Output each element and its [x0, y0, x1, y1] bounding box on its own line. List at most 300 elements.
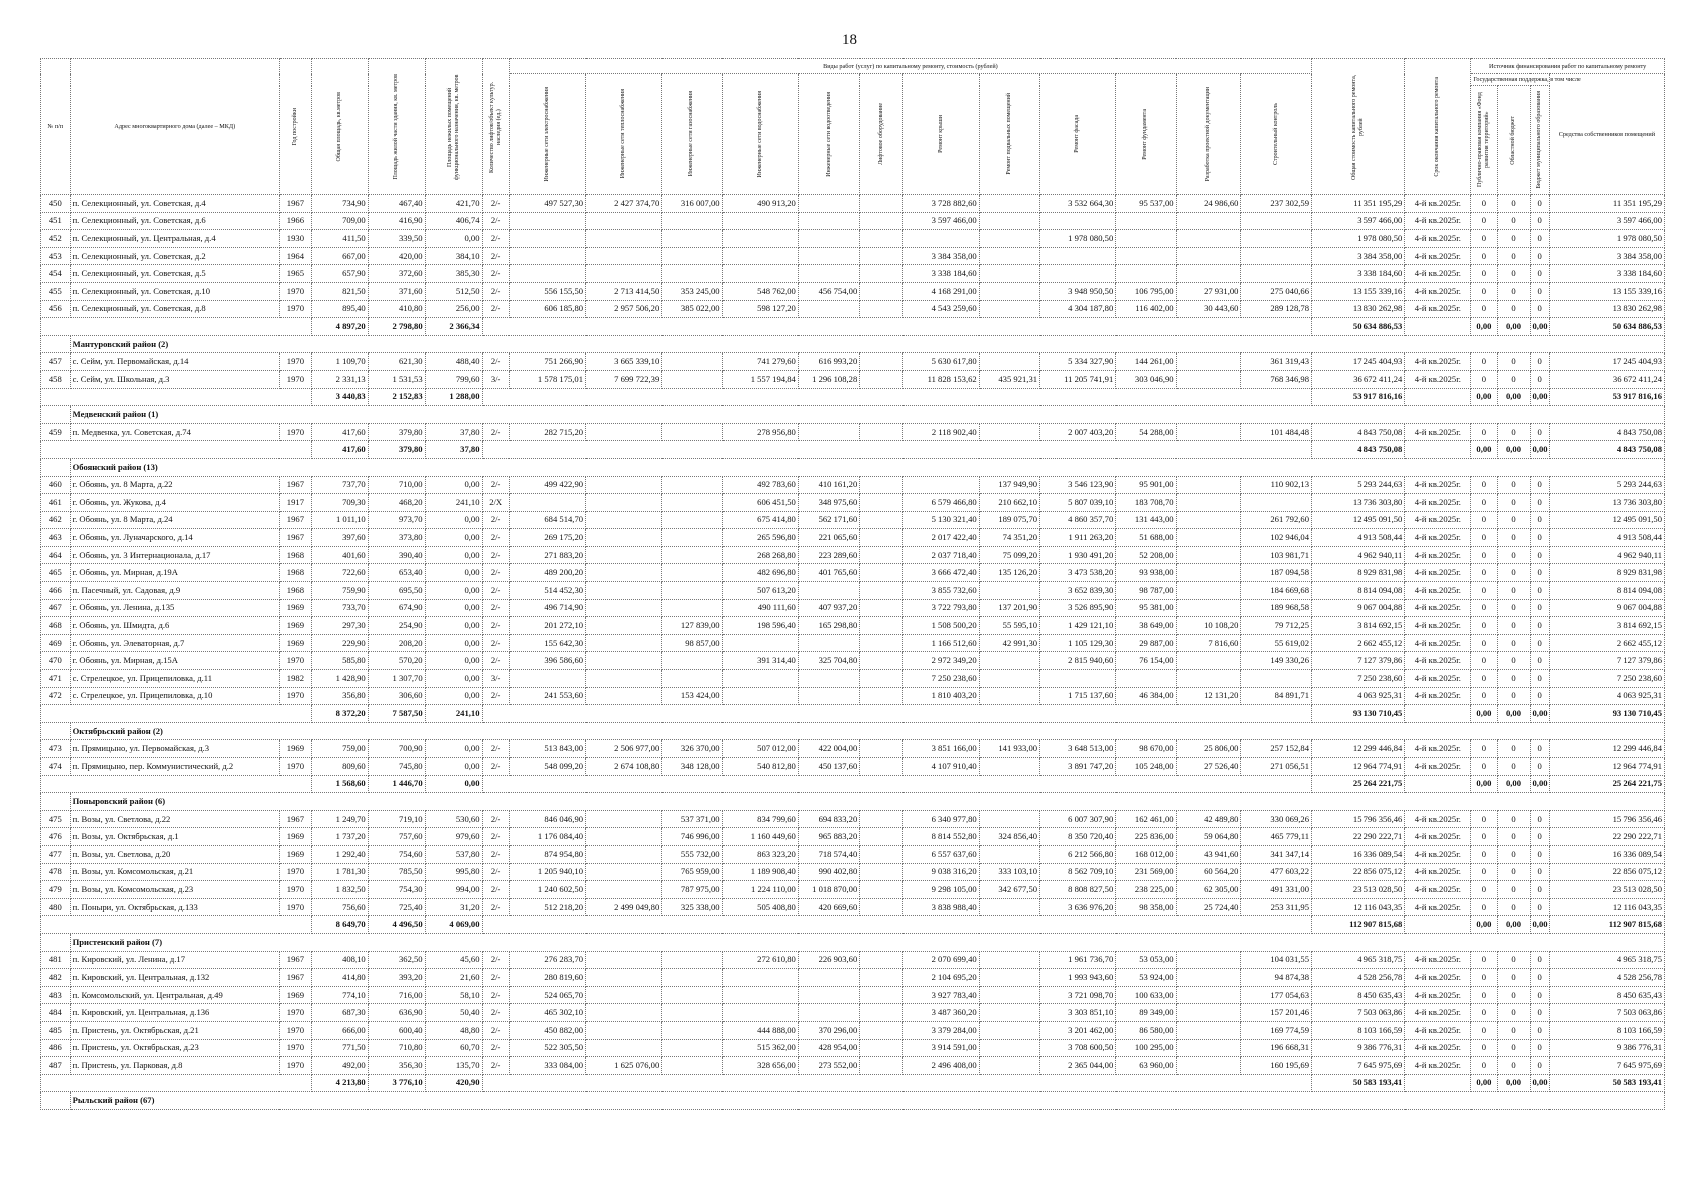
- row-work-cost: [979, 423, 1039, 441]
- row-year: 1967: [279, 951, 311, 969]
- row-year: 1966: [279, 212, 311, 230]
- owners-sum: 112 907 815,68: [1549, 916, 1664, 934]
- fund-sum: 0,00: [1471, 1074, 1497, 1092]
- row-work-cost: 482 696,80: [722, 564, 798, 582]
- total-blank: [482, 441, 1312, 459]
- row-work-cost: 3 648 513,00: [1040, 740, 1116, 758]
- row-number: 473: [41, 740, 71, 758]
- row-living-area: 621,30: [368, 353, 425, 371]
- row-municipal: 0: [1530, 423, 1549, 441]
- table-row: [41, 1057, 1665, 1075]
- living-area-sum: 2 798,80: [368, 318, 425, 336]
- row-work-cost: 2 118 902,40: [903, 423, 979, 441]
- row-number: 461: [41, 494, 71, 512]
- row-elevators: 2/-: [482, 687, 509, 705]
- district-heading-row: [41, 933, 1665, 951]
- row-work-cost: [798, 582, 859, 600]
- row-work-cost: [1176, 476, 1241, 494]
- row-work-cost: 183 708,70: [1116, 494, 1176, 512]
- row-oblast: 0: [1497, 195, 1530, 213]
- table-row: [41, 494, 1665, 512]
- row-work-cost: 137 949,90: [979, 476, 1039, 494]
- row-work-cost: [662, 511, 722, 529]
- row-municipal: 0: [1530, 687, 1549, 705]
- row-work-cost: [860, 740, 903, 758]
- owners-sum: 50 583 193,41: [1549, 1074, 1664, 1092]
- row-fund: 0: [1471, 265, 1497, 283]
- row-work-cost: 3 838 988,40: [903, 898, 979, 916]
- row-nonres-area: 0,00: [425, 758, 482, 776]
- row-work-cost: 3 914 591,00: [903, 1039, 979, 1057]
- row-oblast: 0: [1497, 951, 1530, 969]
- row-work-cost: [798, 423, 859, 441]
- row-work-cost: [662, 265, 722, 283]
- row-fund: 0: [1471, 195, 1497, 213]
- row-work-cost: 2 957 506,20: [586, 300, 662, 318]
- row-municipal: 0: [1530, 881, 1549, 899]
- row-work-cost: 2 427 374,70: [586, 195, 662, 213]
- row-work-cost: [662, 1057, 722, 1075]
- row-work-cost: 9 298 105,00: [903, 881, 979, 899]
- row-owners: 7 127 379,86: [1549, 652, 1664, 670]
- row-work-cost: 6 212 566,80: [1040, 845, 1116, 863]
- row-living-area: 1 531,53: [368, 370, 425, 388]
- row-work-cost: [586, 599, 662, 617]
- row-elevators: 2/-: [482, 599, 509, 617]
- district-blank: [41, 933, 71, 951]
- row-number: 482: [41, 969, 71, 987]
- row-work-cost: 4 304 187,80: [1040, 300, 1116, 318]
- row-elevators: 2/-: [482, 758, 509, 776]
- total-area-sum: 8 372,20: [311, 705, 368, 723]
- row-municipal: 0: [1530, 758, 1549, 776]
- row-work-cost: 177 054,63: [1241, 986, 1312, 1004]
- row-address: с. Стрелецкое, ул. Прицепиловка, д.11: [70, 670, 279, 688]
- row-work-cost: 1 166 512,60: [903, 634, 979, 652]
- row-oblast: 0: [1497, 969, 1530, 987]
- owners-sum: 25 264 221,75: [1549, 775, 1664, 793]
- row-fund: 0: [1471, 1057, 1497, 1075]
- table-row: [41, 810, 1665, 828]
- row-year: 1982: [279, 670, 311, 688]
- row-nonres-area: 385,30: [425, 265, 482, 283]
- row-total-area: 734,90: [311, 195, 368, 213]
- row-elevators: 2/-: [482, 863, 509, 881]
- row-work-cost: [860, 617, 903, 635]
- row-work-cost: 512 218,20: [509, 898, 585, 916]
- row-deadline: 4-й кв.2025г.: [1405, 423, 1471, 441]
- row-deadline: 4-й кв.2025г.: [1405, 564, 1471, 582]
- total-cost-sum: 112 907 815,68: [1312, 916, 1405, 934]
- row-total-area: 737,70: [311, 476, 368, 494]
- row-work-cost: 787 975,00: [662, 881, 722, 899]
- row-living-area: 371,60: [368, 282, 425, 300]
- row-nonres-area: 979,60: [425, 828, 482, 846]
- row-work-cost: [798, 265, 859, 283]
- row-work-cost: [860, 1021, 903, 1039]
- row-work-cost: 303 046,90: [1116, 370, 1176, 388]
- oblast-sum: 0,00: [1497, 1074, 1530, 1092]
- row-work-cost: 196 668,31: [1241, 1039, 1312, 1057]
- row-deadline: 4-й кв.2025г.: [1405, 740, 1471, 758]
- row-living-area: 719,10: [368, 810, 425, 828]
- row-total-cost: 4 843 750,08: [1312, 423, 1405, 441]
- header-state-support: Государственная поддержка, в том числе: [1471, 74, 1550, 86]
- row-work-cost: [1176, 1004, 1241, 1022]
- row-living-area: 362,50: [368, 951, 425, 969]
- header-living-area: Площадь жилой части здания, кв. метров: [393, 73, 400, 180]
- row-oblast: 0: [1497, 1004, 1530, 1022]
- row-work-cost: 846 046,90: [509, 810, 585, 828]
- row-owners: 8 450 635,43: [1549, 986, 1664, 1004]
- row-work-cost: [860, 230, 903, 248]
- row-work-cost: 237 302,59: [1241, 195, 1312, 213]
- row-work-cost: 1 993 943,60: [1040, 969, 1116, 987]
- row-fund: 0: [1471, 423, 1497, 441]
- row-work-cost: 265 596,80: [722, 529, 798, 547]
- row-oblast: 0: [1497, 898, 1530, 916]
- district-name: Обоянский район (13): [70, 458, 1664, 476]
- row-number: 460: [41, 476, 71, 494]
- row-work-cost: 3 927 783,40: [903, 986, 979, 1004]
- row-total-area: 774,10: [311, 986, 368, 1004]
- row-work-cost: [509, 230, 585, 248]
- row-work-cost: 401 765,60: [798, 564, 859, 582]
- row-work-cost: 116 402,00: [1116, 300, 1176, 318]
- district-name: Мантуровский район (2): [70, 335, 1664, 353]
- total-blank: [1405, 775, 1471, 793]
- row-total-cost: 13 736 303,80: [1312, 494, 1405, 512]
- row-oblast: 0: [1497, 511, 1530, 529]
- table-row: [41, 951, 1665, 969]
- row-work-cost: 598 127,20: [722, 300, 798, 318]
- row-work-cost: 42 991,30: [979, 634, 1039, 652]
- row-total-area: 1 781,30: [311, 863, 368, 881]
- district-blank: [41, 722, 71, 740]
- row-work-cost: 513 843,00: [509, 740, 585, 758]
- row-fund: 0: [1471, 1021, 1497, 1039]
- header-work-basement: Ремонт подвальных помещений: [1005, 93, 1012, 175]
- row-fund: 0: [1471, 529, 1497, 547]
- header-finance-group: Источник финансирования работ по капитальному ремонту: [1471, 59, 1665, 74]
- row-work-cost: [979, 230, 1039, 248]
- row-work-cost: 3 303 851,10: [1040, 1004, 1116, 1022]
- row-work-cost: [1176, 670, 1241, 688]
- total-blank: [41, 441, 312, 459]
- row-number: 484: [41, 1004, 71, 1022]
- row-work-cost: [979, 951, 1039, 969]
- row-work-cost: 98 358,00: [1116, 898, 1176, 916]
- row-living-area: 710,00: [368, 476, 425, 494]
- row-work-cost: [860, 511, 903, 529]
- row-municipal: 0: [1530, 476, 1549, 494]
- row-fund: 0: [1471, 564, 1497, 582]
- row-number: 459: [41, 423, 71, 441]
- row-work-cost: [798, 969, 859, 987]
- row-work-cost: [860, 564, 903, 582]
- row-total-area: 1 737,20: [311, 828, 368, 846]
- row-work-cost: [979, 1039, 1039, 1057]
- row-work-cost: [1176, 265, 1241, 283]
- row-address: п. Прямицыно, ул. Первомайская, д.3: [70, 740, 279, 758]
- row-year: 1970: [279, 898, 311, 916]
- row-deadline: 4-й кв.2025г.: [1405, 617, 1471, 635]
- row-work-cost: 1 224 110,00: [722, 881, 798, 899]
- row-total-area: 756,60: [311, 898, 368, 916]
- row-work-cost: [1241, 494, 1312, 512]
- row-work-cost: 79 712,25: [1241, 617, 1312, 635]
- row-work-cost: 548 099,20: [509, 758, 585, 776]
- row-work-cost: 3 666 472,40: [903, 564, 979, 582]
- row-work-cost: 507 613,20: [722, 582, 798, 600]
- row-address: п. Возы, ул. Комсомольская, д.21: [70, 863, 279, 881]
- row-work-cost: [979, 195, 1039, 213]
- row-owners: 4 913 508,44: [1549, 529, 1664, 547]
- row-total-cost: 22 856 075,12: [1312, 863, 1405, 881]
- row-year: 1967: [279, 476, 311, 494]
- row-deadline: 4-й кв.2025г.: [1405, 599, 1471, 617]
- row-total-area: 229,90: [311, 634, 368, 652]
- row-elevators: 2/-: [482, 828, 509, 846]
- row-work-cost: [586, 986, 662, 1004]
- row-total-cost: 8 929 831,98: [1312, 564, 1405, 582]
- row-total-area: 297,30: [311, 617, 368, 635]
- row-total-cost: 13 830 262,98: [1312, 300, 1405, 318]
- row-work-cost: [586, 845, 662, 863]
- district-blank: [41, 1092, 71, 1110]
- row-number: 458: [41, 370, 71, 388]
- row-work-cost: [979, 758, 1039, 776]
- row-work-cost: [798, 300, 859, 318]
- row-municipal: 0: [1530, 969, 1549, 987]
- row-work-cost: 342 677,50: [979, 881, 1039, 899]
- row-year: 1969: [279, 986, 311, 1004]
- row-municipal: 0: [1530, 247, 1549, 265]
- row-elevators: 2/-: [482, 1057, 509, 1075]
- row-work-cost: [860, 546, 903, 564]
- row-deadline: 4-й кв.2025г.: [1405, 230, 1471, 248]
- row-work-cost: 3 855 732,60: [903, 582, 979, 600]
- row-work-cost: 25 806,00: [1176, 740, 1241, 758]
- row-fund: 0: [1471, 758, 1497, 776]
- total-blank: [482, 705, 1312, 723]
- row-total-cost: 17 245 404,93: [1312, 353, 1405, 371]
- row-elevators: 2/-: [482, 986, 509, 1004]
- row-work-cost: [662, 1004, 722, 1022]
- row-total-area: 657,90: [311, 265, 368, 283]
- row-work-cost: [860, 634, 903, 652]
- row-total-cost: 3 338 184,60: [1312, 265, 1405, 283]
- row-work-cost: 27 931,00: [1176, 282, 1241, 300]
- row-deadline: 4-й кв.2025г.: [1405, 687, 1471, 705]
- row-work-cost: [979, 810, 1039, 828]
- row-fund: 0: [1471, 212, 1497, 230]
- row-work-cost: [1176, 969, 1241, 987]
- row-oblast: 0: [1497, 634, 1530, 652]
- row-work-cost: [722, 265, 798, 283]
- row-work-cost: 391 314,40: [722, 652, 798, 670]
- row-work-cost: 24 986,60: [1176, 195, 1241, 213]
- row-work-cost: [979, 898, 1039, 916]
- total-blank: [482, 388, 1312, 406]
- row-work-cost: [509, 247, 585, 265]
- row-fund: 0: [1471, 1004, 1497, 1022]
- row-work-cost: [903, 230, 979, 248]
- row-work-cost: 169 774,59: [1241, 1021, 1312, 1039]
- row-municipal: 0: [1530, 282, 1549, 300]
- row-work-cost: [1241, 265, 1312, 283]
- row-address: п. Селекционный, ул. Советская, д.5: [70, 265, 279, 283]
- row-fund: 0: [1471, 282, 1497, 300]
- row-year: 1970: [279, 282, 311, 300]
- row-work-cost: [860, 300, 903, 318]
- row-deadline: 4-й кв.2025г.: [1405, 828, 1471, 846]
- row-oblast: 0: [1497, 1021, 1530, 1039]
- row-municipal: 0: [1530, 494, 1549, 512]
- row-total-area: 1 249,70: [311, 810, 368, 828]
- row-work-cost: 333 103,10: [979, 863, 1039, 881]
- row-work-cost: [722, 247, 798, 265]
- row-work-cost: 435 921,31: [979, 370, 1039, 388]
- row-total-area: 666,00: [311, 1021, 368, 1039]
- row-work-cost: 25 724,40: [1176, 898, 1241, 916]
- row-fund: 0: [1471, 652, 1497, 670]
- row-year: 1917: [279, 494, 311, 512]
- row-work-cost: 153 424,00: [662, 687, 722, 705]
- row-total-cost: 4 962 940,11: [1312, 546, 1405, 564]
- row-owners: 12 964 774,91: [1549, 758, 1664, 776]
- row-total-cost: 12 964 774,91: [1312, 758, 1405, 776]
- row-work-cost: [1176, 564, 1241, 582]
- row-work-cost: [979, 582, 1039, 600]
- row-number: 453: [41, 247, 71, 265]
- row-fund: 0: [1471, 511, 1497, 529]
- row-work-cost: [1241, 670, 1312, 688]
- row-address: п. Селекционный, ул. Советская, д.2: [70, 247, 279, 265]
- header-year: Год постройки: [291, 107, 298, 146]
- row-work-cost: [722, 1004, 798, 1022]
- row-work-cost: 106 795,00: [1116, 282, 1176, 300]
- row-municipal: 0: [1530, 546, 1549, 564]
- row-work-cost: 5 130 321,40: [903, 511, 979, 529]
- row-elevators: 2/-: [482, 951, 509, 969]
- row-work-cost: [860, 529, 903, 547]
- row-work-cost: 63 960,00: [1116, 1057, 1176, 1075]
- row-work-cost: 3 948 950,50: [1040, 282, 1116, 300]
- row-work-cost: 53 053,00: [1116, 951, 1176, 969]
- row-nonres-area: 995,80: [425, 863, 482, 881]
- row-work-cost: [722, 670, 798, 688]
- row-work-cost: 524 065,70: [509, 986, 585, 1004]
- row-living-area: 674,90: [368, 599, 425, 617]
- row-nonres-area: 135,70: [425, 1057, 482, 1075]
- row-oblast: 0: [1497, 212, 1530, 230]
- row-nonres-area: 21,60: [425, 969, 482, 987]
- row-number: 469: [41, 634, 71, 652]
- row-address: г. Обоянь, ул. 8 Марта, д.24: [70, 511, 279, 529]
- row-work-cost: 1 296 108,28: [798, 370, 859, 388]
- row-nonres-area: 0,00: [425, 564, 482, 582]
- row-total-area: 709,30: [311, 494, 368, 512]
- row-address: п. Селекционный, ул. Советская, д.8: [70, 300, 279, 318]
- row-municipal: 0: [1530, 898, 1549, 916]
- row-work-cost: 253 311,95: [1241, 898, 1312, 916]
- row-work-cost: 95 901,00: [1116, 476, 1176, 494]
- row-work-cost: [1116, 247, 1176, 265]
- row-total-cost: 7 127 379,86: [1312, 652, 1405, 670]
- row-nonres-area: 60,70: [425, 1039, 482, 1057]
- row-address: п. Возы, ул. Светлова, д.22: [70, 810, 279, 828]
- row-total-cost: 3 814 692,15: [1312, 617, 1405, 635]
- row-nonres-area: 0,00: [425, 511, 482, 529]
- row-work-cost: [662, 494, 722, 512]
- fund-sum: 0,00: [1471, 441, 1497, 459]
- row-number: 464: [41, 546, 71, 564]
- row-owners: 3 384 358,00: [1549, 247, 1664, 265]
- table-row: [41, 564, 1665, 582]
- row-work-cost: [979, 247, 1039, 265]
- row-total-area: 895,40: [311, 300, 368, 318]
- row-work-cost: [509, 670, 585, 688]
- row-work-cost: 548 762,00: [722, 282, 798, 300]
- row-work-cost: [798, 212, 859, 230]
- municipal-sum: 0,00: [1530, 441, 1549, 459]
- row-oblast: 0: [1497, 758, 1530, 776]
- row-owners: 4 965 318,75: [1549, 951, 1664, 969]
- row-elevators: 2/-: [482, 617, 509, 635]
- row-owners: 17 245 404,93: [1549, 353, 1664, 371]
- row-work-cost: 2 972 349,20: [903, 652, 979, 670]
- header-deadline: Срок окончания капитального ремонта: [1434, 76, 1441, 177]
- row-work-cost: [860, 247, 903, 265]
- row-year: 1969: [279, 617, 311, 635]
- row-oblast: 0: [1497, 247, 1530, 265]
- row-work-cost: 27 526,40: [1176, 758, 1241, 776]
- row-total-area: 809,60: [311, 758, 368, 776]
- row-work-cost: 226 903,60: [798, 951, 859, 969]
- row-oblast: 0: [1497, 353, 1530, 371]
- row-elevators: 2/-: [482, 423, 509, 441]
- row-work-cost: [1176, 423, 1241, 441]
- row-nonres-area: 0,00: [425, 617, 482, 635]
- row-work-cost: [903, 476, 979, 494]
- row-year: 1970: [279, 1004, 311, 1022]
- total-cost-sum: 4 843 750,08: [1312, 441, 1405, 459]
- row-oblast: 0: [1497, 845, 1530, 863]
- row-work-cost: 684 514,70: [509, 511, 585, 529]
- row-address: п. Кировский, ул. Центральная, д.132: [70, 969, 279, 987]
- row-total-cost: 4 913 508,44: [1312, 529, 1405, 547]
- row-nonres-area: 0,00: [425, 476, 482, 494]
- row-work-cost: [586, 828, 662, 846]
- row-owners: 8 814 094,08: [1549, 582, 1664, 600]
- owners-sum: 53 917 816,16: [1549, 388, 1664, 406]
- row-municipal: 0: [1530, 529, 1549, 547]
- row-work-cost: [860, 951, 903, 969]
- row-municipal: 0: [1530, 828, 1549, 846]
- row-work-cost: 522 305,50: [509, 1039, 585, 1057]
- row-work-cost: 4 543 259,60: [903, 300, 979, 318]
- header-work-roof: Ремонт крыши: [937, 115, 944, 153]
- row-municipal: 0: [1530, 265, 1549, 283]
- header-work-heating: Инженерные сети теплоснабжения: [620, 89, 627, 179]
- row-work-cost: 606 451,50: [722, 494, 798, 512]
- row-work-cost: 348 128,00: [662, 758, 722, 776]
- header-work-elevator: Лифтовое оборудование: [877, 103, 884, 165]
- district-total-row: [41, 916, 1665, 934]
- row-work-cost: 127 839,00: [662, 617, 722, 635]
- row-work-cost: 497 527,30: [509, 195, 585, 213]
